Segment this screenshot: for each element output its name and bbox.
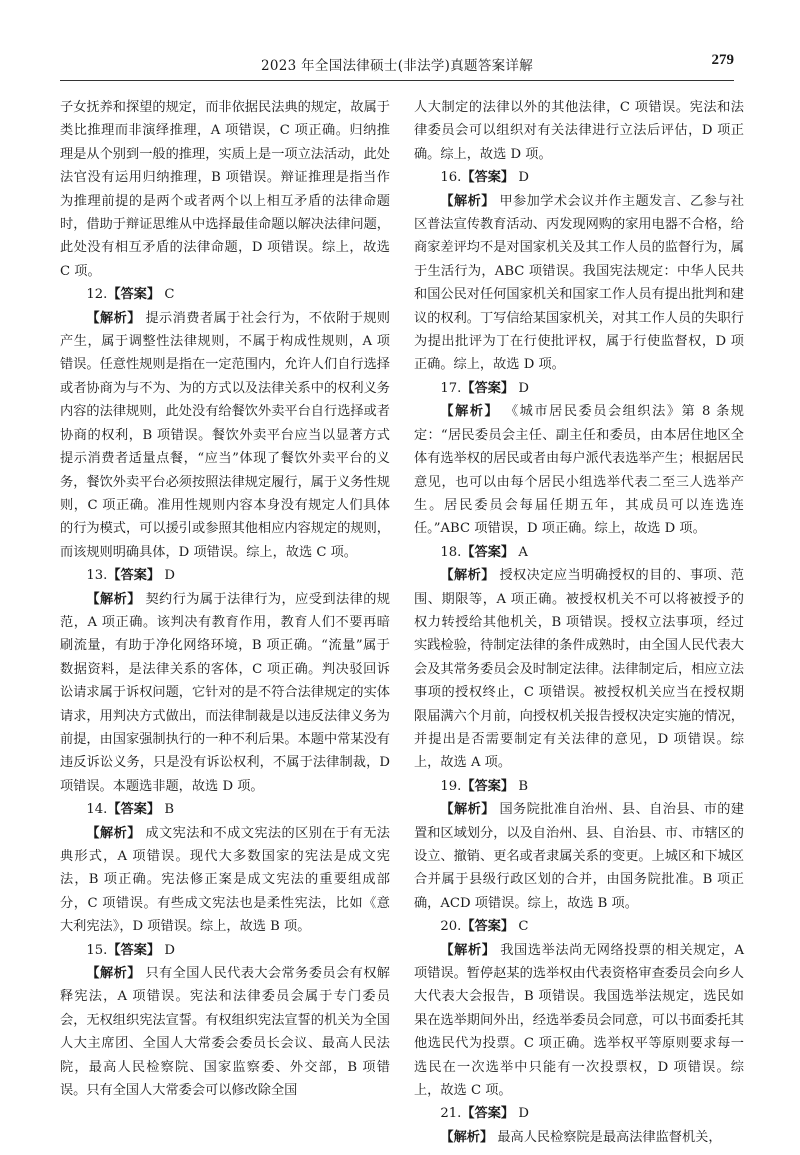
analysis-tag: 【解析】: [440, 193, 495, 209]
running-header: [60, 48, 734, 81]
answer-line: [414, 1102, 744, 1125]
answer-line: [60, 939, 390, 962]
paragraph: 人大制定的法律以外的其他法律，C 项错误。宪法和法律委员会可以组织对有关法律进行立法后评估，D 项正确。综上，故选 D 项。: [414, 100, 744, 162]
analysis-paragraph: [60, 307, 390, 564]
analysis-tag: 【解析】: [86, 310, 141, 326]
answer-value: B: [518, 778, 529, 794]
analysis-tag: 【解析】: [440, 1129, 494, 1145]
question-number: 21.: [440, 1106, 462, 1122]
analysis-paragraph: [414, 190, 744, 377]
analysis-paragraph: [414, 798, 744, 915]
analysis-tag: 【解析】: [86, 825, 141, 841]
answer-tag: 【答案】: [461, 380, 515, 396]
answer-tag: 【答案】: [107, 287, 161, 303]
right-column: [414, 96, 744, 1149]
analysis-text: 甲参加学术会议并作主题发言、乙参与社区普法宣传教育活动、丙发现网购的家用电器不合格，给商家差评均不是对国家机关及其工作人员的监督行为，属于生活行为，ABC 项错误。我国宪法规定：中华人民共和国公民对任何国家机关和国家工作人员有提出批判和建议的权利。丁写信给某国家机关，对其工作人员的失职行为提出批评为丁在行使批评权，属于行使监督权，D 项正确。综上，故选 D 项。: [414, 193, 744, 373]
analysis-tag: 【解析】: [86, 966, 141, 982]
answer-tag: 【答案】: [107, 942, 161, 958]
question-number: 20.: [440, 919, 462, 935]
answer-tag: 【答案】: [461, 544, 515, 560]
answer-value: B: [164, 802, 175, 818]
left-column: [60, 96, 390, 1102]
answer-line: [60, 283, 390, 306]
analysis-tag: 【解析】: [440, 568, 495, 584]
analysis-paragraph: [60, 822, 390, 939]
answer-value: D: [518, 380, 529, 396]
analysis-paragraph: [414, 400, 744, 540]
question-number: 17.: [440, 380, 462, 396]
answer-value: D: [164, 568, 175, 584]
answer-line: [414, 541, 744, 564]
analysis-text: 国务院批准自治州、县、自治县、市的建置和区域划分，以及自治州、县、自治县、市、市辖区的设立、撤销、更名或者隶属关系的变更。上城区和下城区合并属于县级行政区划的合并，由国务院批准。B 项正确，ACD 项错误。综上，故选 B 项。: [414, 802, 744, 911]
analysis-text: 授权决定应当明确授权的目的、事项、范围、期限等，A 项正确。被授权机关不可以将被授予的权力转授给其他机关，B 项错误。授权立法事项，经过实践检验，待制定法律的条件成熟时，由全国人民代表大会及其常务委员会及时制定法律。法律制定后，相应立法事项的授权终止，C 项错误。被授权机关应当在授权期限届满六个月前，向授权机关报告授权决定实施的情况，并提出是否需要制定有关法律的意见，D 项错误。综上，故选 A 项。: [414, 568, 744, 771]
analysis-text: 成文宪法和不成文宪法的区别在于有无法典形式，A 项错误。现代大多数国家的宪法是成文宪法，B 项正确。宪法修正案是成文宪法的重要组成部分，C 项错误。有些成文宪法也是柔性宪法，比如《意大利宪法》，D 项错误。综上，故选 B 项。: [60, 825, 390, 935]
analysis-paragraph: [60, 962, 390, 1102]
analysis-text: 只有全国人民代表大会常务委员会有权解释宪法，A 项错误。宪法和法律委员会属于专门委员会，无权组织宪法宣誓。有权组织宪法宣誓的机关为全国人大主席团、全国人大常委会委员长会议、最高人民法院，最高人民检察院、国家监察委、外交部，B 项错误。只有全国人大常委会可以修改除全国: [60, 966, 390, 1099]
answer-tag: 【答案】: [107, 802, 161, 818]
paragraph: 子女抚养和探望的规定，而非依据民法典的规定，故属于类比推理而非演绎推理，A 项错误，C 项正确。归纳推理是从个别到一般的推理，实质上是一项立法活动，此处法官没有运用归纳推理，B 项错误。辩证推理是指当作为推理前提的是两个或者两个以上相互矛盾的法律命题时，借助于辩证思维从中选择最佳命题以解决法律问题，此处没有相互矛盾的法律命题，D 项错误。综上，故选 C 项。: [60, 100, 390, 279]
question-number: 16.: [440, 170, 462, 186]
question-number: 18.: [440, 544, 462, 560]
answer-value: A: [518, 544, 528, 560]
analysis-text: 我国选举法尚无网络投票的相关规定，A 项错误。暂停赵某的选举权由代表资格审查委员会向乡人大代表大会报告，B 项错误。我国选举法规定，选民如果在选举期间外出，经选举委员会同意，可以书面委托其他选民代为投票。C 项正确。选举权平等原则要求每一选民在一次选举中只能有一次投票权，D 项错误。综上，故选 C 项。: [414, 942, 744, 1099]
answer-line: [414, 377, 744, 400]
answer-value: D: [164, 942, 175, 958]
answer-tag: 【答案】: [461, 170, 515, 186]
page-number: 279: [711, 52, 734, 68]
answer-line: [414, 166, 744, 189]
answer-tag: 【答案】: [461, 919, 515, 935]
question-number: 13.: [86, 568, 108, 584]
analysis-tag: 【解析】: [440, 802, 495, 818]
answer-line: [414, 775, 744, 798]
analysis-paragraph: [414, 939, 744, 1103]
analysis-text: 契约行为属于法律行为，应受到法律的规范，A 项正确。该判决有教育作用，教育人们不要再暗刷流量，有助于净化网络环境，B 项正确。“流量”属于数据资料，是法律关系的客体，C 项正确。判决驳回诉讼请求属于诉权问题，它针对的是不符合法律规定的实体请求，用判决方式做出，而法律制裁是以违反法律义务为前提，由国家强制执行的一种不利后果。本题中常某没有违反诉讼义务，只是没有诉讼权利，不属于法律制裁，D 项错误。本题选非题，故选 D 项。: [60, 591, 390, 794]
analysis-paragraph: [414, 564, 744, 775]
analysis-text: 最高人民检察院是最高法律监督机关，: [497, 1129, 722, 1145]
answer-tag: 【答案】: [461, 778, 515, 794]
analysis-text: 《城市居民委员会组织法》第 8 条规定：“居民委员会主任、副主任和委员，由本居住地区全体有选举权的居民或者由每户派代表选举产生；根据居民意见，也可以由每个居民小组选举代表二至三人选举产生。居民委员会每届任期五年，其成员可以连选连任。”ABC 项错误，D 项正确。综上，故选 D 项。: [414, 404, 744, 537]
analysis-tag: 【解析】: [440, 942, 496, 958]
answer-value: C: [518, 919, 529, 935]
answer-tag: 【答案】: [107, 568, 161, 584]
question-number: 15.: [86, 942, 108, 958]
question-number: 19.: [440, 778, 462, 794]
header-title: 2023 年全国法律硕士(非法学)真题答案详解: [260, 58, 534, 74]
analysis-paragraph: [60, 588, 390, 799]
question-number: 12.: [86, 287, 108, 303]
answer-line: [60, 564, 390, 587]
question-number: 14.: [86, 802, 108, 818]
answer-value: C: [164, 287, 175, 303]
answer-tag: 【答案】: [461, 1106, 515, 1122]
analysis-text: 提示消费者属于社会行为，不依附于规则产生，属于调整性法律规则，不属于构成性规则，A 项错误。任意性规则是指在一定范围内，允许人们自行选择或者协商为与不为、为的方式以及法律关系中的权利义务内容的法律规则，此处没有给餐饮外卖平台自行选择或者协商的权利，B 项错误。餐饮外卖平台应当以显著方式提示消费者适量点餐，“应当”体现了餐饮外卖平台的义务，餐饮外卖平台必须按照法律规定履行，属于义务性规则，C 项正确。准用性规则内容本身没有规定人们具体的行为模式，可以援引或参照其他相应内容规定的规则，而该规则明确具体，D 项错误。综上，故选 C 项。: [60, 310, 390, 560]
analysis-tag: 【解析】: [86, 591, 141, 607]
answer-value: D: [518, 170, 529, 186]
analysis-tag: 【解析】: [440, 404, 500, 420]
answer-line: [60, 798, 390, 821]
answer-line: [414, 915, 744, 938]
answer-value: D: [518, 1106, 529, 1122]
analysis-paragraph: [414, 1126, 744, 1149]
